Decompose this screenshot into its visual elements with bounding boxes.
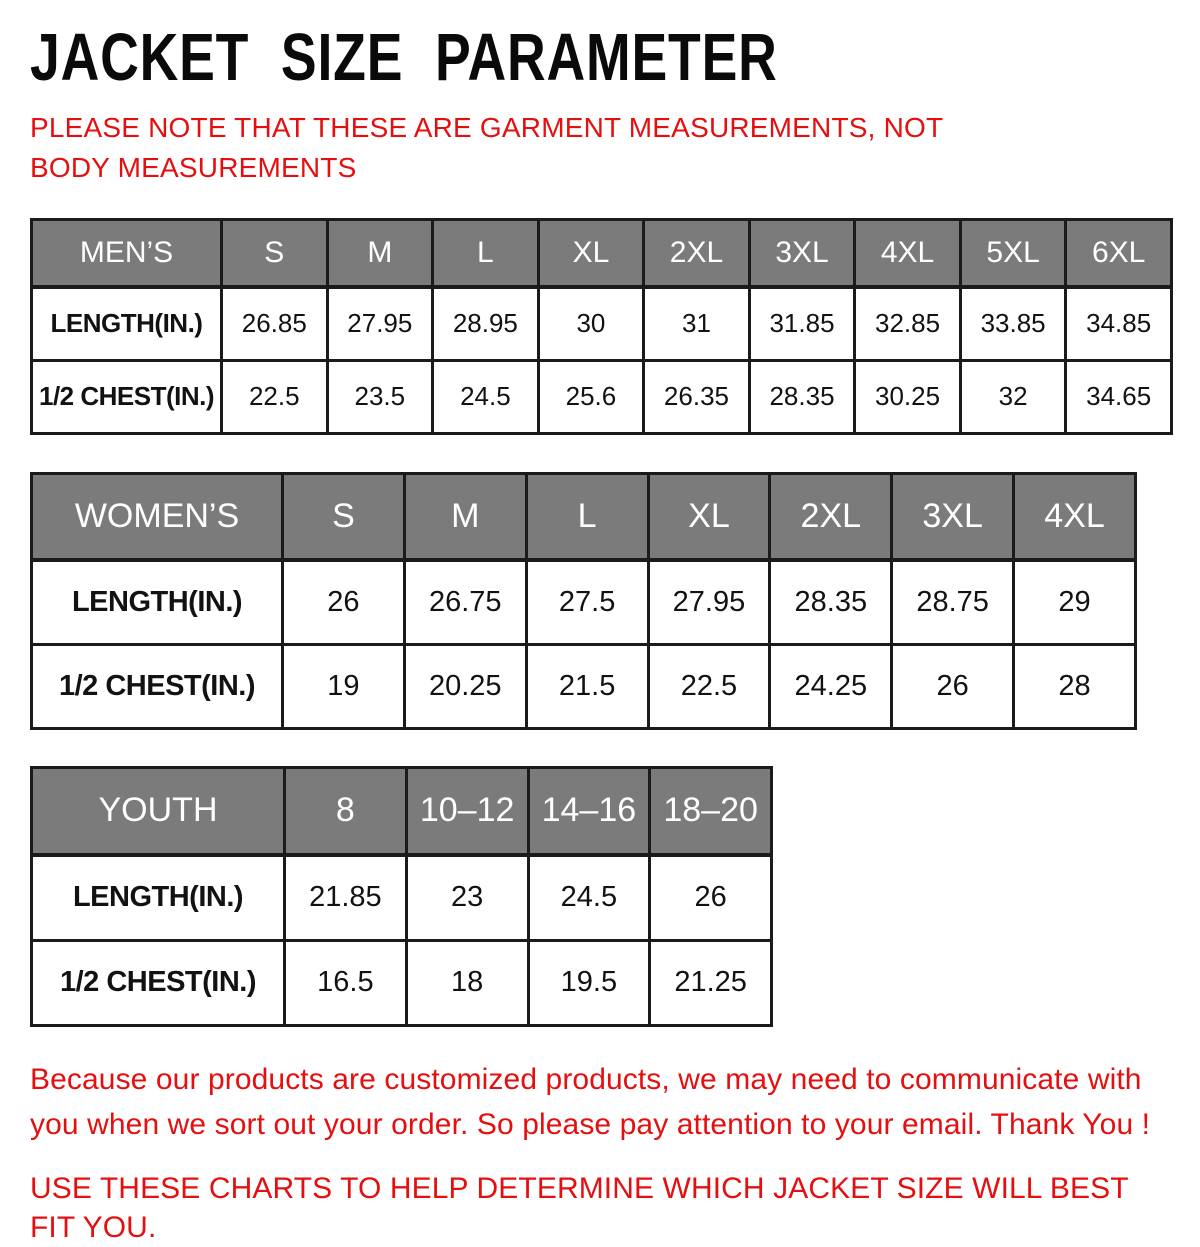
size-header-cell: 3XL [749,219,855,287]
value-cell: 26.75 [404,560,526,645]
value-cell: 21.85 [285,855,407,941]
size-header-cell: S [283,473,405,560]
size-header-cell: XL [538,219,644,287]
youth-size-table [30,766,773,1027]
fit-advice-note: USE THESE CHARTS TO HELP DETERMINE WHICH JACKET SIZE WILL BEST FIT YOU. [30,1171,1129,1244]
value-cell: 24.5 [433,360,539,433]
value-cell: 27.5 [526,560,648,645]
row-label-cell: LENGTH(IN.) [32,560,283,645]
size-header-cell: XL [648,473,770,560]
size-header-cell: 2XL [770,473,892,560]
row-label-cell: LENGTH(IN.) [32,855,285,941]
size-header-cell: 18–20 [650,767,772,855]
row-label-cell: LENGTH(IN.) [32,287,222,361]
value-cell: 20.25 [404,644,526,728]
value-cell: 28 [1014,644,1136,728]
value-cell: 30.25 [855,360,961,433]
value-cell: 31.85 [749,287,855,361]
value-cell: 34.85 [1066,287,1172,361]
table-title-cell: WOMEN’S [32,473,283,560]
value-cell: 33.85 [960,287,1066,361]
value-cell: 29 [1014,560,1136,645]
value-cell: 22.5 [648,644,770,728]
size-header-cell: 14–16 [528,767,650,855]
value-cell: 21.25 [650,940,772,1025]
header-row [32,767,772,855]
page-title: JACKET SIZE PARAMETER [30,20,778,95]
size-header-cell: 2XL [644,219,750,287]
womens-size-table [30,472,1137,730]
value-cell: 22.5 [222,360,328,433]
size-header-cell: 3XL [892,473,1014,560]
mens-size-table [30,218,1173,435]
value-cell: 28.35 [749,360,855,433]
value-cell: 26.85 [222,287,328,361]
size-header-cell: M [404,473,526,560]
size-header-cell: 10–12 [406,767,528,855]
value-cell: 27.95 [327,287,433,361]
size-header-cell: L [526,473,648,560]
row-label-cell: 1/2 CHEST(IN.) [32,360,222,433]
value-cell: 28.75 [892,560,1014,645]
customization-notice: Because our products are customized products, we may need to communicate with you when we sort out your order. So please pay attention to your email. Thank You ! [30,1062,1151,1141]
value-cell: 32.85 [855,287,961,361]
garment-measurement-note: PLEASE NOTE THAT THESE ARE GARMENT MEASUREMENTS, NOT BODY MEASUREMENTS [30,112,943,183]
measurement-row [32,287,1172,361]
size-header-cell: S [222,219,328,287]
measurement-row [32,360,1172,433]
size-header-cell: 5XL [960,219,1066,287]
value-cell: 26.35 [644,360,750,433]
value-cell: 19.5 [528,940,650,1025]
value-cell: 26 [650,855,772,941]
size-header-cell: M [327,219,433,287]
value-cell: 28.35 [770,560,892,645]
table-title-cell: MEN’S [32,219,222,287]
size-header-cell: 8 [285,767,407,855]
measurement-row [32,940,772,1025]
value-cell: 25.6 [538,360,644,433]
value-cell: 23 [406,855,528,941]
value-cell: 24.25 [770,644,892,728]
value-cell: 23.5 [327,360,433,433]
value-cell: 18 [406,940,528,1025]
measurement-row [32,855,772,941]
table-title-cell: YOUTH [32,767,285,855]
header-row [32,473,1136,560]
value-cell: 34.65 [1066,360,1172,433]
value-cell: 30 [538,287,644,361]
measurement-row [32,560,1136,645]
value-cell: 28.95 [433,287,539,361]
header-row [32,219,1172,287]
value-cell: 32 [960,360,1066,433]
value-cell: 26 [283,560,405,645]
size-header-cell: 6XL [1066,219,1172,287]
value-cell: 26 [892,644,1014,728]
measurement-row [32,644,1136,728]
value-cell: 19 [283,644,405,728]
row-label-cell: 1/2 CHEST(IN.) [32,940,285,1025]
value-cell: 24.5 [528,855,650,941]
value-cell: 27.95 [648,560,770,645]
size-header-cell: 4XL [1014,473,1136,560]
value-cell: 31 [644,287,750,361]
size-header-cell: 4XL [855,219,961,287]
value-cell: 21.5 [526,644,648,728]
size-tables-section [30,218,1172,1027]
size-header-cell: L [433,219,539,287]
value-cell: 16.5 [285,940,407,1025]
row-label-cell: 1/2 CHEST(IN.) [32,644,283,728]
